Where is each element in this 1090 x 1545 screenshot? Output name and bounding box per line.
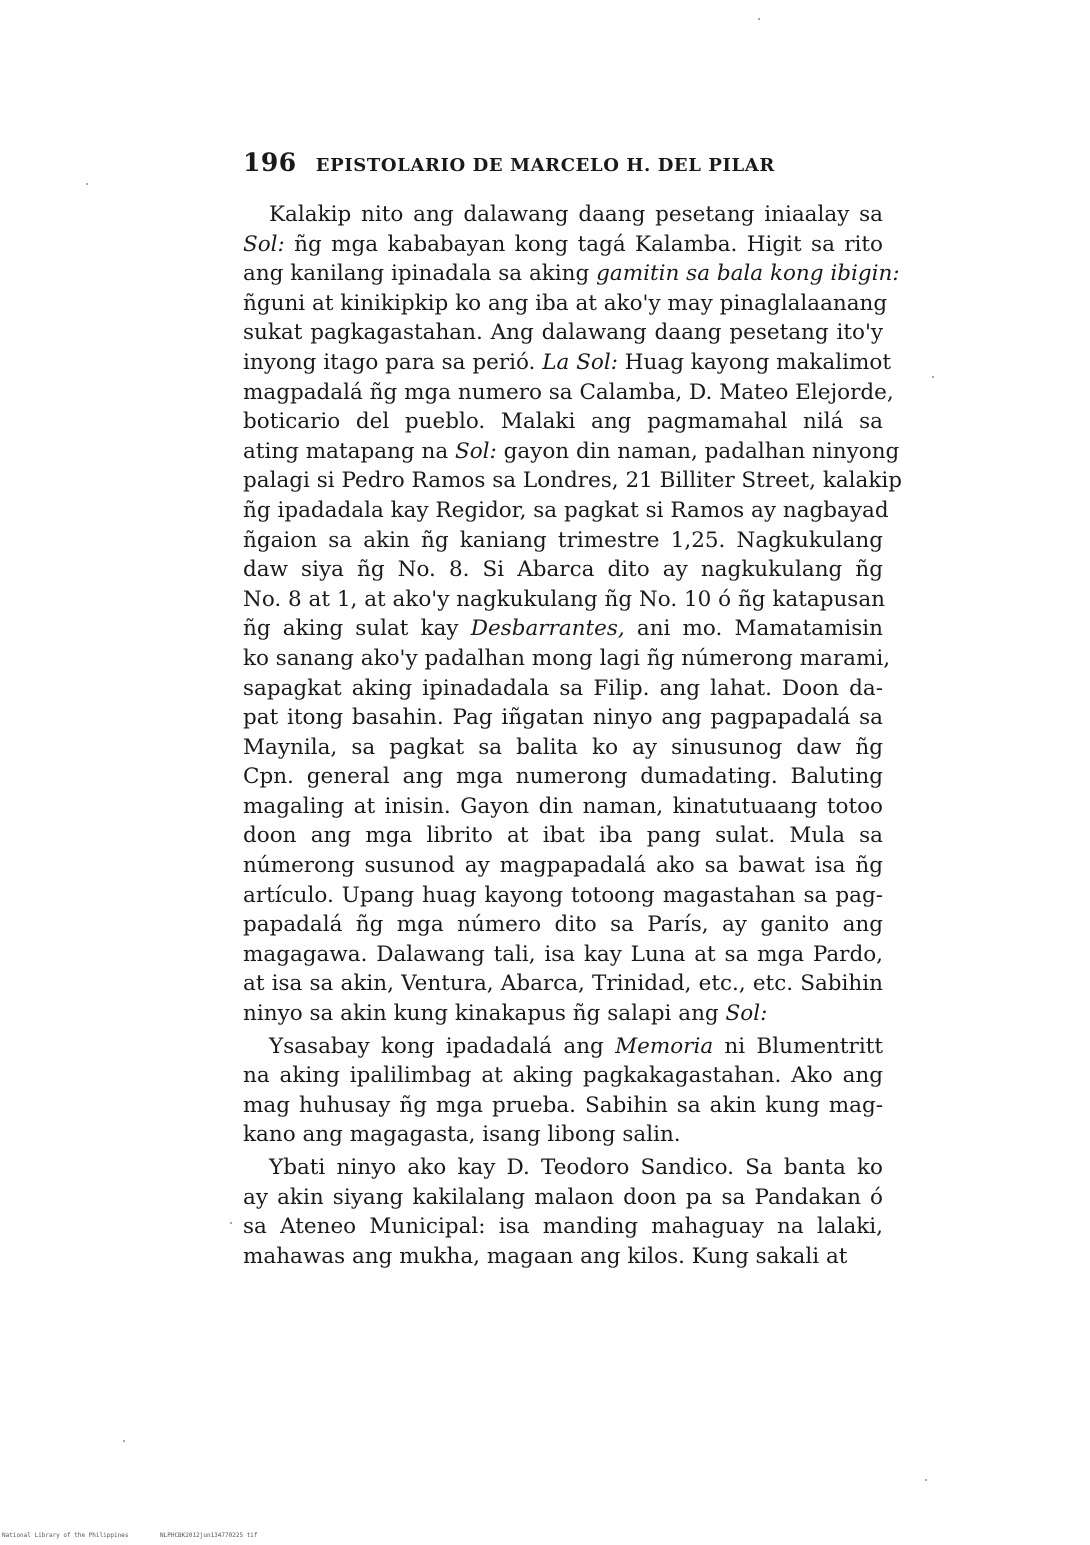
text-line bbox=[243, 703, 883, 733]
text-run: Huag kayong makalimot bbox=[617, 349, 891, 375]
text-run: Kalakip nito ang dalawang daang pesetang iniaalay sa bbox=[269, 202, 883, 227]
text-line bbox=[243, 1032, 883, 1062]
text-line bbox=[243, 1061, 883, 1091]
text-line bbox=[243, 1212, 883, 1242]
text-run: palagi si Pedro Ramos sa Londres, 21 Billiter Street, kalakip bbox=[243, 468, 903, 494]
text-line bbox=[243, 378, 894, 408]
text-run: gayon din naman, padalhan ninyong bbox=[496, 438, 900, 464]
text-line bbox=[243, 496, 889, 526]
text-line bbox=[243, 437, 900, 467]
text-run: númerong susunod ay magpapadalá ako sa bawat isa ñg bbox=[243, 853, 883, 879]
italic-text: Memoria bbox=[615, 1033, 714, 1059]
text-line bbox=[243, 940, 883, 970]
text-run: magpadalá ñg mga numero sa Calamba, D. Mateo Elejorde, bbox=[243, 379, 894, 405]
scan-speck bbox=[925, 1479, 927, 1481]
text-line bbox=[243, 614, 883, 644]
footer-library-tag: National Library of the Philippines bbox=[2, 1532, 129, 1539]
text-line bbox=[243, 733, 883, 763]
scan-speck bbox=[86, 183, 88, 185]
text-run: mahawas ang mukha, magaan ang kilos. Kung sakali at bbox=[243, 1243, 848, 1269]
text-run: doon ang mga librito at ibat iba pang sulat. Mula sa bbox=[243, 823, 883, 849]
scan-speck bbox=[932, 376, 934, 378]
text-line bbox=[243, 674, 883, 704]
text-run: ang kanilang ipinadala sa aking bbox=[243, 261, 597, 287]
text-run: ko sanang ako'y padalhan mong lagi ñg númerong marami, bbox=[243, 645, 891, 671]
text-run: No. 8 at 1, at ako'y nagkukulang ñg No. 10 ó ñg katapusan bbox=[243, 586, 886, 612]
text-run: ating matapang na bbox=[243, 438, 455, 464]
text-run: pat itong basahin. Pag iñgatan ninyo ang pagpapadalá sa bbox=[243, 705, 883, 731]
text-line bbox=[243, 230, 883, 260]
text-run: kano ang magagasta, isang libong salin. bbox=[243, 1122, 681, 1148]
text-run: Ysasabay kong ipadadalá ang bbox=[269, 1033, 616, 1059]
text-line bbox=[243, 999, 883, 1029]
text-line bbox=[243, 1091, 883, 1121]
running-header bbox=[243, 148, 883, 182]
text-run: inyong itago para sa perió. bbox=[243, 349, 543, 375]
text-line bbox=[243, 821, 883, 851]
scan-speck bbox=[230, 1222, 232, 1224]
text-line bbox=[243, 1120, 883, 1150]
text-run: ñguni at kinikipkip ko ang iba at ako'y may pinaglalaanang bbox=[243, 290, 888, 316]
text-line bbox=[243, 762, 883, 792]
running-title: EPISTOLARIO DE MARCELO H. DEL PILAR bbox=[315, 155, 775, 176]
italic-text: Sol: bbox=[725, 1001, 768, 1027]
scan-speck bbox=[758, 18, 760, 20]
text-run: magaling at inisin. Gayon din naman, kinatutuaang totoo bbox=[243, 793, 883, 819]
text-line bbox=[243, 259, 900, 289]
text-line bbox=[243, 348, 891, 378]
text-line bbox=[243, 585, 886, 615]
text-line bbox=[243, 644, 891, 674]
italic-text: La Sol: bbox=[542, 349, 618, 375]
italic-text: Sol: bbox=[454, 438, 497, 464]
text-run: ñgaion sa akin ñg kaniang trimestre 1,25. Nagkukulang bbox=[243, 527, 883, 553]
text-run: sapagkat aking ipinadadala sa Filip. ang lahat. Doon da- bbox=[243, 675, 883, 701]
text-run: at isa sa akin, Ventura, Abarca, Trinidad, etc., etc. Sabihin bbox=[243, 971, 883, 997]
text-line bbox=[243, 969, 883, 999]
text-run: ani mo. Mamatamisin bbox=[624, 616, 883, 642]
footer-file-tag: NLPHCBK2012jun134770225 tif bbox=[160, 1532, 258, 1539]
text-line bbox=[243, 1153, 883, 1183]
text-run: artículo. Upang huag kayong totoong magastahan sa pag- bbox=[243, 882, 883, 908]
text-line bbox=[243, 407, 883, 437]
text-run: ñg ipadadala kay Regidor, sa pagkat si Ramos ay nagbayad bbox=[243, 497, 889, 523]
text-run: daw siya ñg No. 8. Si Abarca dito ay nagkukulang ñg bbox=[243, 557, 883, 583]
text-line bbox=[243, 792, 883, 822]
text-line bbox=[243, 1242, 883, 1272]
scan-speck bbox=[123, 1440, 125, 1442]
paragraph bbox=[243, 1153, 883, 1271]
text-run: boticario del pueblo. Malaki ang pagmamahal nilá sa bbox=[243, 409, 883, 435]
text-run: papadalá ñg mga número dito sa París, ay ganito ang bbox=[243, 912, 883, 938]
text-run: Ybati ninyo ako kay D. Teodoro Sandico. Sa banta ko bbox=[269, 1155, 883, 1180]
text-line bbox=[243, 1183, 883, 1213]
text-line bbox=[243, 200, 883, 230]
italic-text: gamitin sa bala kong ibigin: bbox=[596, 261, 900, 287]
text-run: mag huhusay ñg mga prueba. Sabihin sa akin kung mag- bbox=[243, 1092, 883, 1118]
text-line bbox=[243, 526, 883, 556]
text-run: ñg mga kababayan kong tagá Kalamba. Higit sa rito bbox=[284, 231, 883, 257]
text-run: Cpn. general ang mga numerong dumadating. Baluting bbox=[243, 764, 883, 790]
text-line bbox=[243, 881, 883, 911]
text-run: na aking ipalilimbag at aking pagkakagastahan. Ako ang bbox=[243, 1063, 883, 1089]
text-run: magagawa. Dalawang tali, isa kay Luna at sa mga Pardo, bbox=[243, 941, 883, 967]
text-run: ninyo sa akin kung kinakapus ñg salapi ang bbox=[243, 1001, 726, 1027]
text-run: sukat pagkagastahan. Ang dalawang daang pesetang ito'y bbox=[243, 320, 883, 346]
italic-text: Sol: bbox=[243, 231, 285, 257]
text-line bbox=[243, 289, 888, 319]
text-run: ay akin siyang kakilalang malaon doon pa sa Pandakan ó bbox=[243, 1184, 883, 1210]
paragraph bbox=[243, 200, 903, 1029]
paragraph bbox=[243, 1032, 883, 1150]
text-line bbox=[243, 318, 883, 348]
text-run: sa Ateneo Municipal: isa manding mahaguay na lalaki, bbox=[243, 1214, 883, 1240]
letter-body bbox=[243, 200, 903, 1271]
text-run: Maynila, sa pagkat sa balita ko ay sinusunog daw ñg bbox=[243, 734, 883, 760]
page-number: 196 bbox=[243, 148, 297, 177]
text-line bbox=[243, 466, 903, 496]
text-line bbox=[243, 910, 883, 940]
text-line bbox=[243, 555, 883, 585]
text-run: ñg aking sulat kay bbox=[243, 616, 471, 642]
text-line bbox=[243, 851, 883, 881]
italic-text: Desbarrantes, bbox=[470, 616, 625, 642]
text-run: ni Blumentritt bbox=[713, 1033, 883, 1059]
